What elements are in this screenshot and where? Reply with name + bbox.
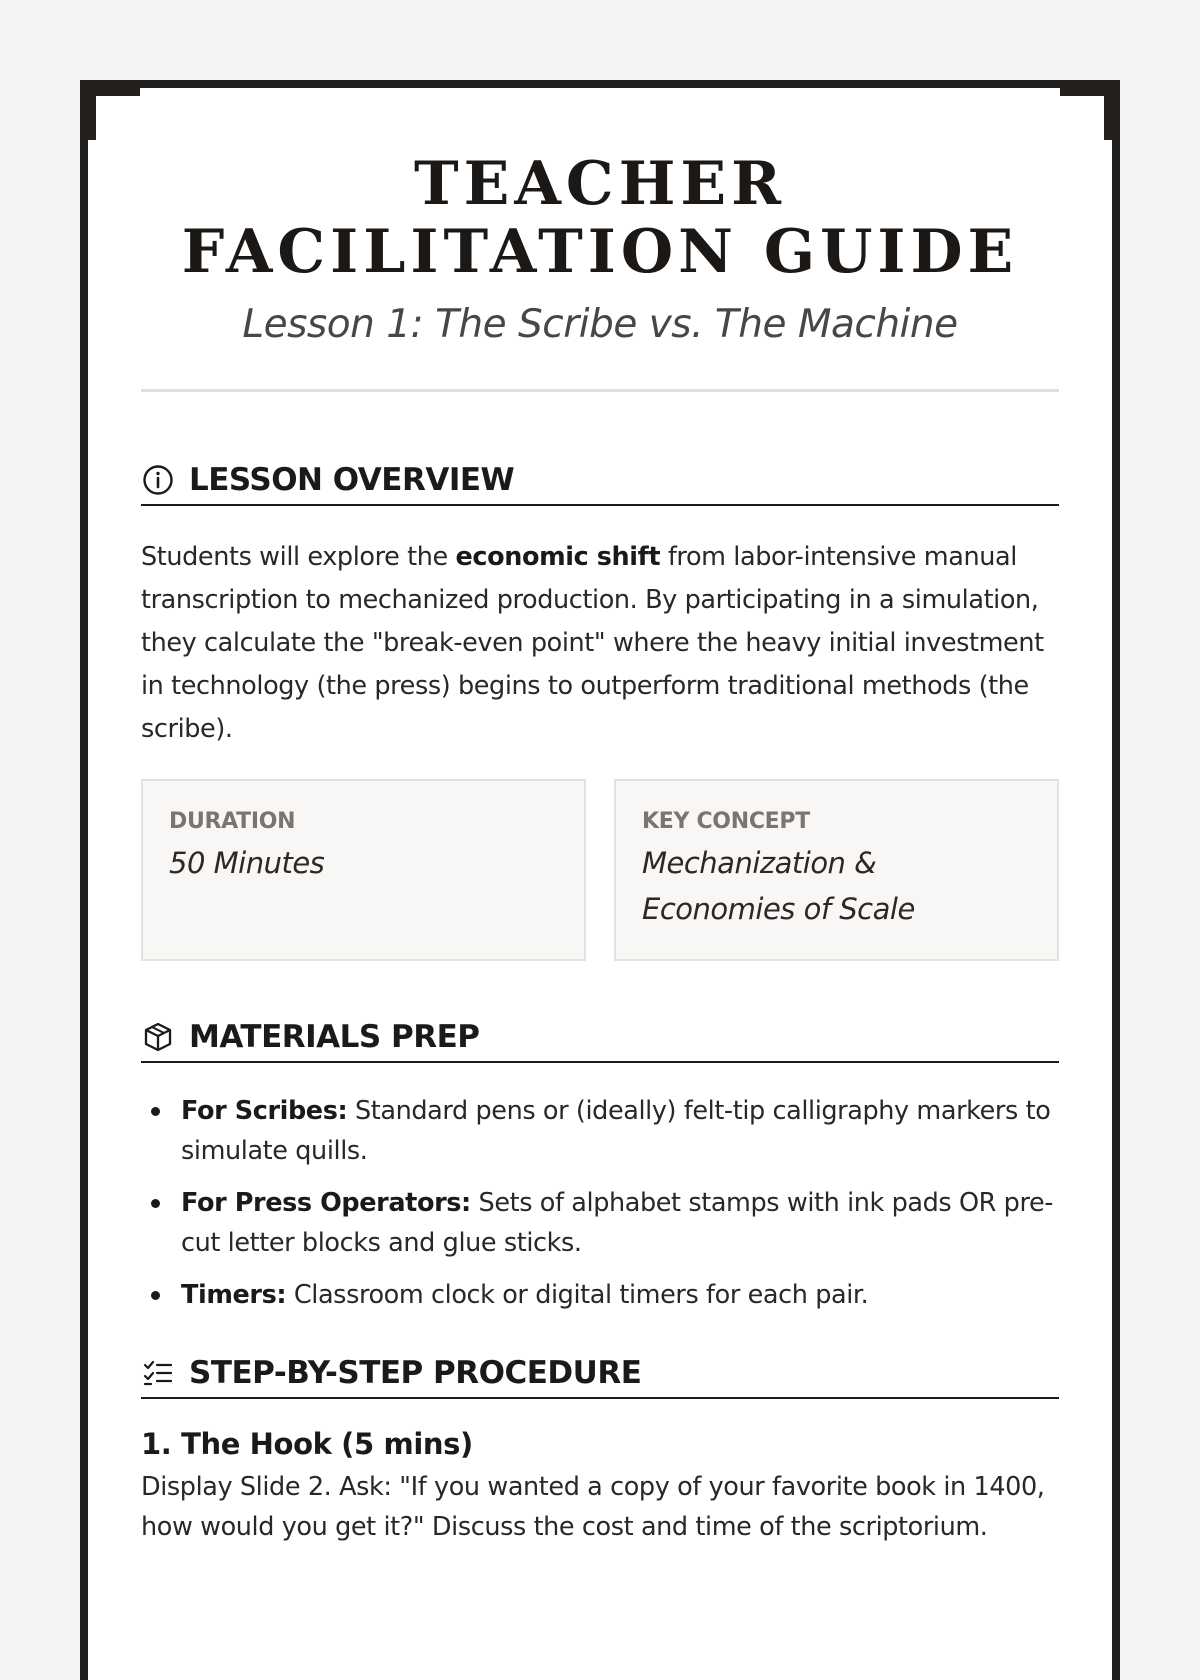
section-heading-label: STEP-BY-STEP PROCEDURE [189, 1355, 642, 1391]
card-value: 50 Minutes [169, 846, 325, 880]
card-label: KEY CONCEPT [642, 809, 810, 834]
item-text: Sets of alphabet stamps with ink pads OR pre-cut letter blocks and glue sticks. [181, 1188, 1054, 1258]
procedure-heading [141, 1355, 1059, 1399]
page-content [141, 88, 1059, 1547]
list-item [181, 1183, 1059, 1263]
guide-page [80, 80, 1120, 1680]
key-concept-card [614, 779, 1059, 961]
overview-text-start: Students will explore the [141, 542, 456, 572]
materials-prep-heading [141, 1019, 1059, 1063]
item-label: For Scribes: [181, 1096, 348, 1126]
item-label: Timers: [181, 1280, 287, 1310]
materials-list [141, 1091, 1059, 1315]
duration-card [141, 779, 586, 961]
card-value: Mechanization & Economies of Scale [642, 846, 915, 926]
box-icon [141, 1020, 175, 1054]
section-heading-label: LESSON OVERVIEW [189, 462, 515, 498]
title-divider [141, 389, 1059, 392]
step-title: 1. The Hook (5 mins) [141, 1427, 473, 1461]
overview-emphasis: economic shift [455, 542, 661, 572]
lesson-overview-heading [141, 462, 1059, 506]
lesson-info-cards [141, 779, 1059, 961]
card-label: DURATION [169, 809, 296, 834]
checklist-icon [141, 1356, 175, 1390]
item-text: Classroom clock or digital timers for each pair. [286, 1280, 869, 1310]
item-text: Standard pens or (ideally) felt-tip calligraphy markers to simulate quills. [181, 1096, 1051, 1166]
step-text: Display Slide 2. Ask: "If you wanted a copy of your favorite book in 1400, how would you get it?" Discuss the cost and time of the scriptorium. [141, 1472, 1045, 1542]
overview-paragraph [141, 536, 1059, 751]
list-item [181, 1275, 1059, 1315]
item-label: For Press Operators: [181, 1188, 471, 1218]
overview-text-rest: from labor-intensive manual transcription to mechanized production. By participating in a simulation, they calculate the "break-even point" where the heavy initial investment in technology (the press) begins to outperform traditional methods (the scribe). [141, 542, 1044, 744]
lesson-subtitle: Lesson 1: The Scribe vs. The Machine [242, 302, 958, 347]
page-title: TEACHER FACILITATION GUIDE [181, 149, 1019, 287]
section-heading-label: MATERIALS PREP [189, 1019, 480, 1055]
corner-ornament-left [88, 88, 140, 140]
list-item [181, 1091, 1059, 1171]
corner-ornament-right [1060, 88, 1112, 140]
info-circle-icon [141, 463, 175, 497]
